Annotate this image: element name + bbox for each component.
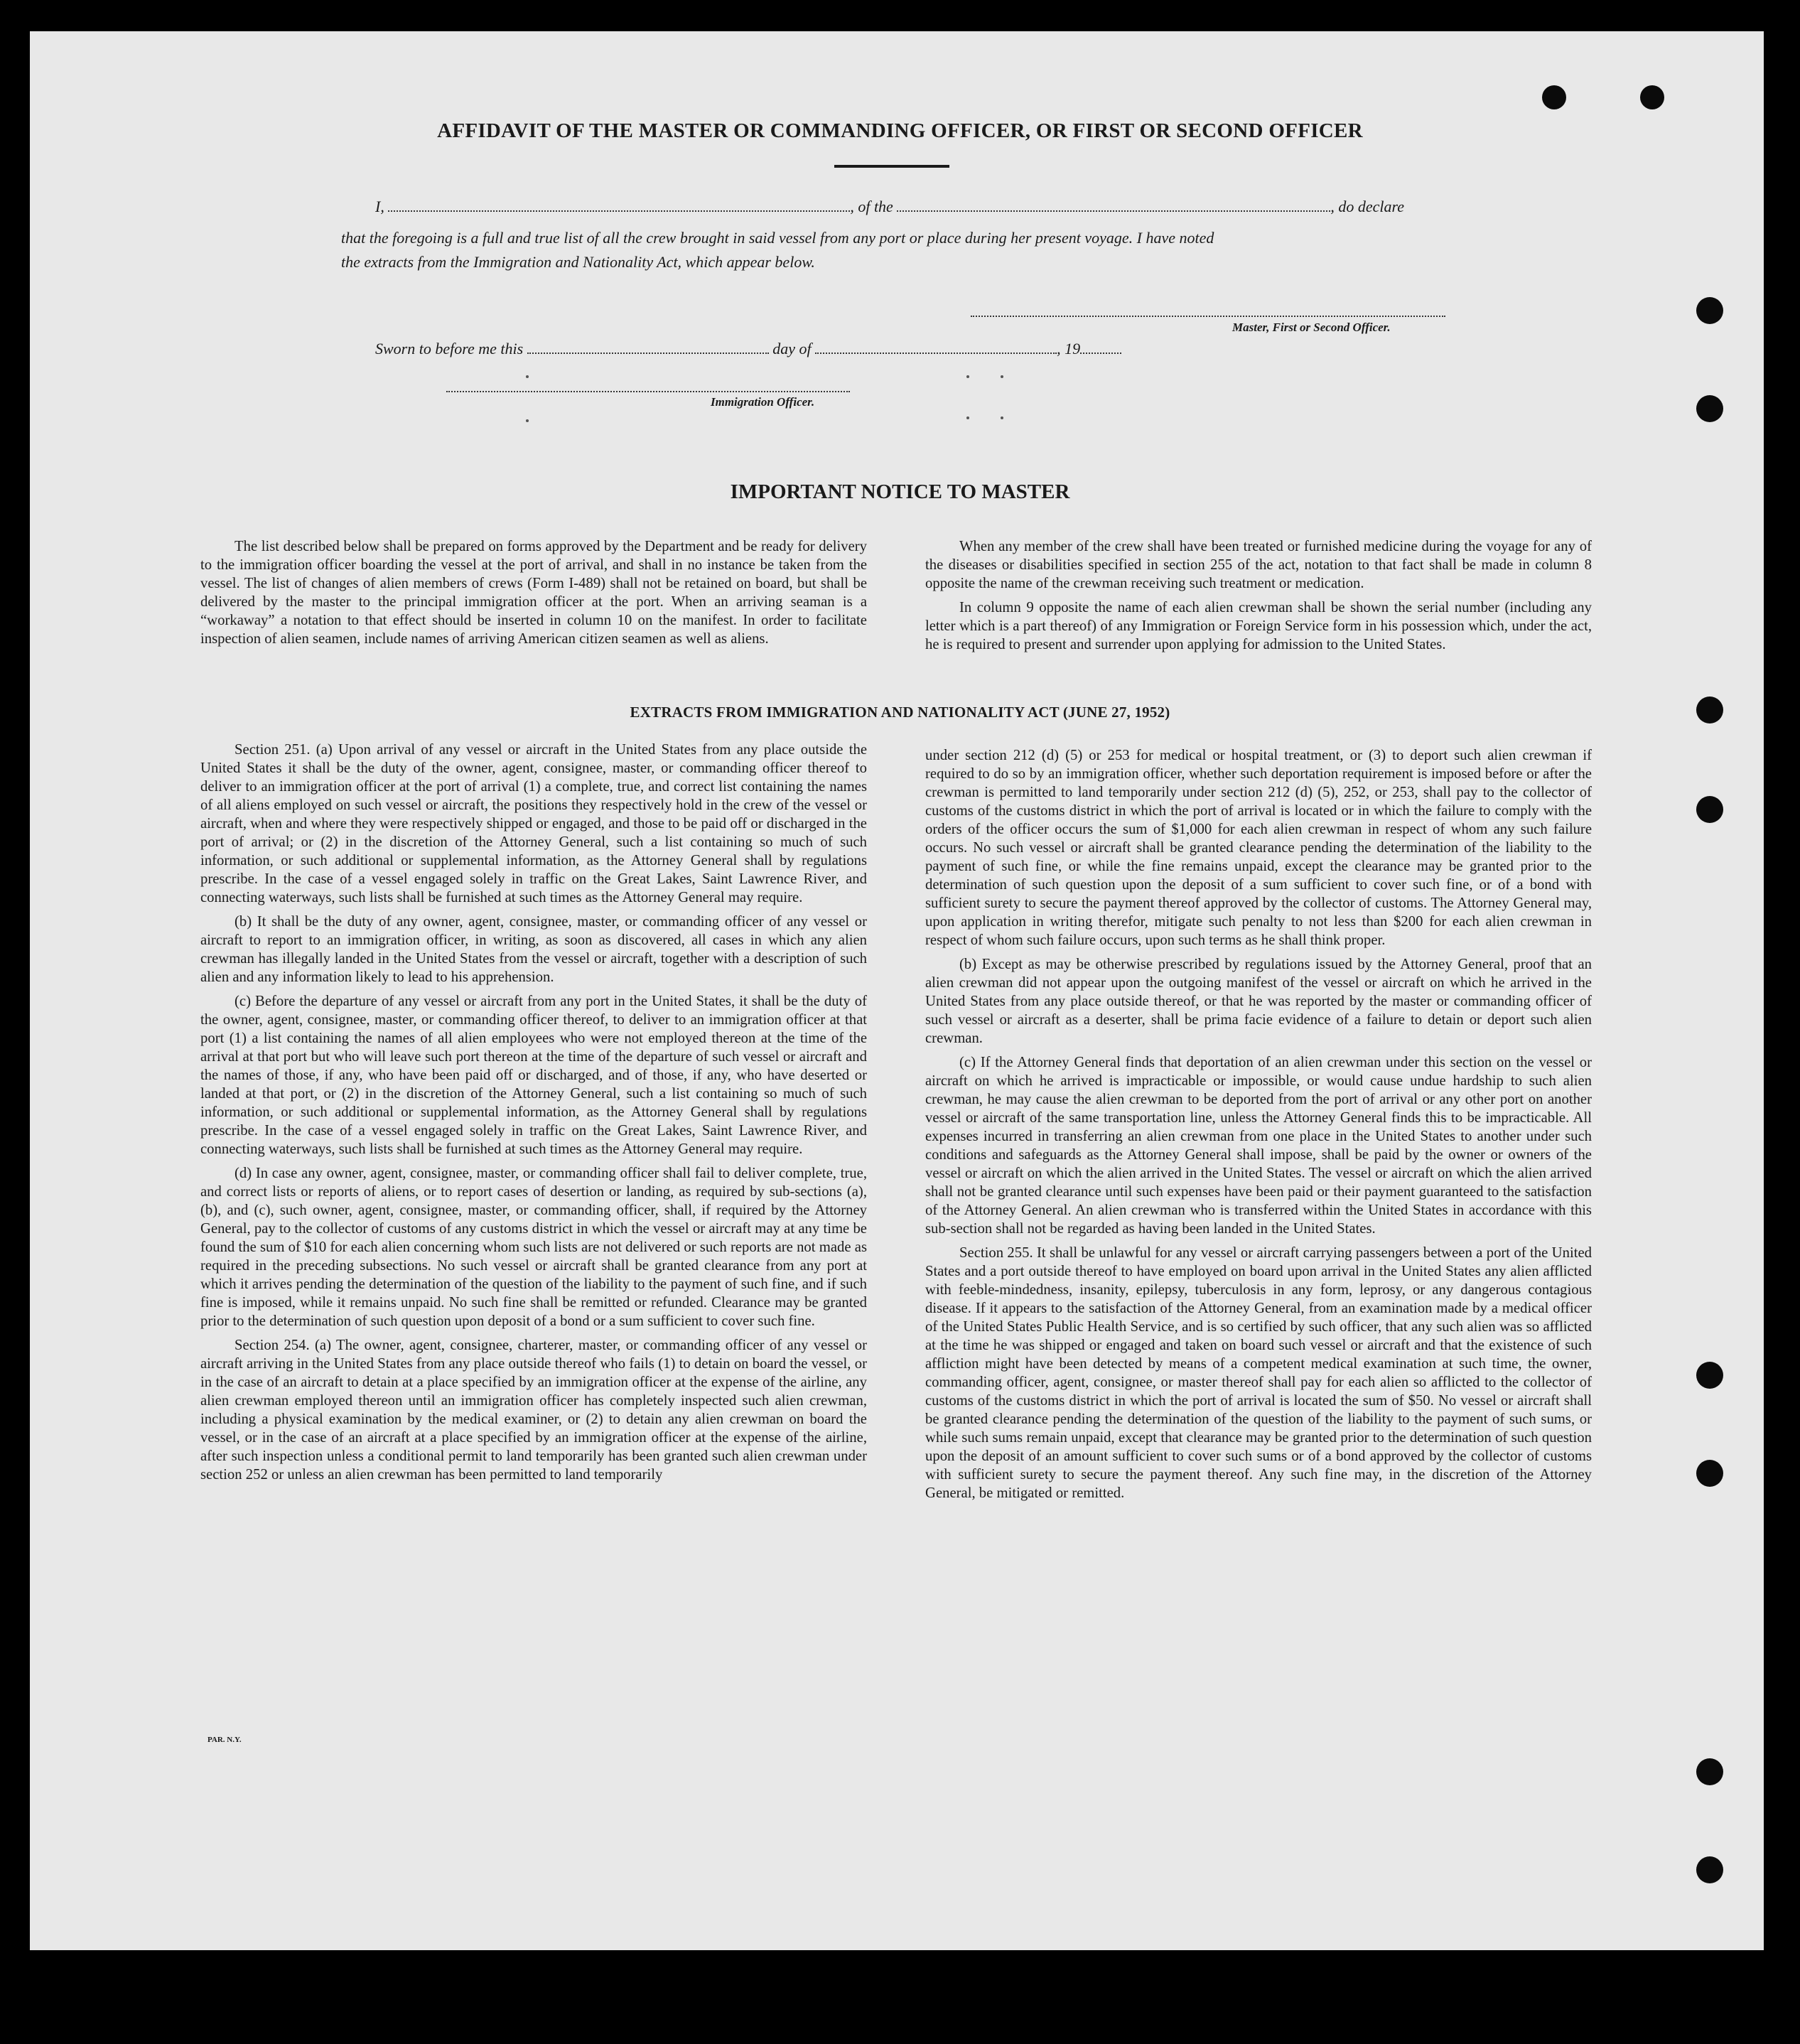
officer-signature-label: Immigration Officer. <box>711 395 815 409</box>
title-rule <box>834 165 949 168</box>
section-251-a: Section 251. (a) Upon arrival of any vessel or aircraft in the United States from any place outside the United States it shall be the duty of the owner, agent, consignee, master, or commanding officer thereof to deliver to an immigration officer at the port of arrival (1) a complete, true, and correct list containing the names of all aliens employed on such vessel or aircraft, the positions they respectively hold in the crew of the vessel or aircraft, when and where they were respectively shipped or engaged, and those to be paid off or discharged in the port of arrival; or (2) in the discretion of the Attorney General, such a list containing so much of such information, or such additional or supplemental information, as the Attorney General shall by regulations prescribe. In the case of a vessel engaged solely in traffic on the Great Lakes, Saint Lawrence River, and connecting waterways, such lists shall be furnished at such times as the Attorney General may require. <box>200 742 867 905</box>
notice-left-column <box>200 537 867 654</box>
sworn-date-field[interactable] <box>527 340 769 354</box>
punch-hole <box>1640 85 1664 109</box>
sworn-year-label: , 19 <box>1057 340 1081 357</box>
declaration-line-2: that the foregoing is a full and true list of all the crew brought in said vessel from any port or place during her present voyage. I have noted <box>341 229 1214 247</box>
punch-hole <box>1696 796 1723 823</box>
master-signature-line[interactable] <box>971 316 1445 317</box>
scan-speck <box>1001 375 1003 378</box>
scan-speck <box>966 416 969 419</box>
sworn-day-label: day of <box>772 340 812 357</box>
punch-hole <box>1696 1362 1723 1389</box>
punch-hole <box>1696 1856 1723 1883</box>
section-251-d: (d) In case any owner, agent, consignee, master, or commanding officer shall fail to deliver complete, true, and correct lists or reports of aliens, or to report cases of desertion or landing, as required by sub-sections (a), (b), and (c), such owner, agent, consignee, master, or commanding officer, shall, if required by the Attorney General, pay to the collector of customs of any customs district in which the vessel or aircraft may at any time be found the sum of $10 for each alien concerning whom such lists are not delivered or such reports are not made as required in the preceding subsections. No such vessel or aircraft shall be granted clearance from any port at which it arrives pending the determination of the question of the liability to the payment of such fine, and if such fine is imposed, while it remains unpaid. No such fine shall be remitted or refunded. Clearance may be granted prior to the determination of such question upon deposit of a bond or a sum sufficient to cover such fine. <box>200 1166 867 1329</box>
scan-speck <box>526 419 529 422</box>
section-254-c: (c) If the Attorney General finds that deportation of an alien crewman under this section on the vessel or aircraft on which he arrived is impracticable or impossible, or would cause undue hardship to such alien crewman, he may cause the alien crewman to be deported from the port of arrival or any other port on another vessel or aircraft of the same transportation line, unless the Attorney General finds this to be impracticable. All expenses incurred in transferring an alien crewman from one place in the United States to another under such conditions and safeguards as the Attorney General shall impose, shall be paid by the owner or owners of the vessel or aircraft on which the alien arrived in the United States. The vessel or aircraft on which the alien arrived shall not be granted clearance until such expenses have been paid or their payment guaranteed to the satisfaction of the Attorney General. An alien crewman who is transferred within the United States in accordance with this sub-section shall not be regarded as having been landed in the United States. <box>925 1055 1592 1237</box>
vessel-field[interactable] <box>897 198 1330 212</box>
declaration-suffix: , do declare <box>1330 198 1404 215</box>
name-field[interactable] <box>388 198 850 212</box>
affidavit-title: AFFIDAVIT OF THE MASTER OR COMMANDING OFFICER, OR FIRST OR SECOND OFFICER <box>437 119 1363 142</box>
sworn-prefix: Sworn to before me this <box>375 340 524 357</box>
scan-speck <box>526 375 529 378</box>
scan-speck <box>966 375 969 378</box>
punch-hole <box>1696 297 1723 324</box>
section-254-b: (b) Except as may be otherwise prescribed by regulations issued by the Attorney General, proof that an alien crewman did not appear upon the outgoing manifest of the vessel or aircraft on which he arrived in the United States from any place outside thereof, or that he was reported by the master or commanding officer of such vessel or aircraft as a deserter, shall be prima facie evidence of a failure to detain or deport such alien crewman. <box>925 957 1592 1046</box>
sworn-year-field[interactable] <box>1080 340 1121 354</box>
section-251-b: (b) It shall be the duty of any owner, agent, consignee, master, or commanding officer of any vessel or aircraft to report to an immigration officer, in writing, as soon as discovered, all cases in which any alien crewman has illegally landed in the United States from the vessel or aircraft, together with a description of such alien and any information likely to lead to his apprehension. <box>200 914 867 985</box>
declaration-prefix: I, <box>375 198 384 215</box>
punch-hole <box>1696 395 1723 422</box>
extracts-title: EXTRACTS FROM IMMIGRATION AND NATIONALITY ACT (JUNE 27, 1952) <box>630 704 1170 721</box>
section-255: Section 255. It shall be unlawful for any vessel or aircraft carrying passengers between a port of the United States and a port outside thereof to have employed on board upon arrival in the United States any alien afflicted with feeble-mindedness, insanity, epilepsy, tuberculosis in any form, leprosy, or any dangerous contagious disease. If it appears to the satisfaction of the Attorney General, from an examination made by a medical officer of the United States Public Health Service, and is so certified by such officer, that any such alien was so afflicted at the time he was shipped or engaged and taken on board such vessel or aircraft and that the existence of such affliction might have been detected by means of a competent medical examination at such time, the owner, commanding officer, agent, consignee, or master thereof shall pay for each alien so afflicted to the collector of customs of the customs district in which the port of arrival is located the sum of $50. No vessel or aircraft shall be granted clearance pending the determination of the question of the liability to the payment of such sums, or while such sums remain unpaid, except that clearance may be granted prior to the determination of such question upon the deposit of an amount sufficient to cover such sums or of a bond approved by the collector of customs with sufficient surety to secure the payment thereof. Any such fine may, in the discretion of the Attorney General, be mitigated or remitted. <box>925 1245 1592 1501</box>
punch-hole <box>1696 1460 1723 1487</box>
notice-title: IMPORTANT NOTICE TO MASTER <box>730 480 1070 503</box>
section-254-a: Section 254. (a) The owner, agent, consignee, charterer, master, or commanding officer of any vessel or aircraft arriving in the United States from any place outside thereof who fails (1) to detain on board the vessel, or in the case of an aircraft to detain at a place specified by an immigration officer at the expense of the airline, any alien crewman employed thereon until an immigration officer has completely inspected such alien crewman, including a physical examination by the medical examiner, or (2) to detain any alien crewman on board the vessel, or in the case of an aircraft at a place specified by an immigration officer at the expense of the airline, after such inspection unless a conditional permit to land temporarily has been granted such alien crewman under section 252 or unless an alien crewman has been permitted to land temporarily <box>200 1338 867 1483</box>
extracts-left-column <box>200 741 867 1490</box>
notice-left-paragraph: The list described below shall be prepared on forms approved by the Department and be ready for delivery to the immigration officer boarding the vessel at the port of arrival, and shall in no instance be taken from the vessel. The list of changes of alien members of crews (Form I-489) shall not be retained on board, but shall be delivered by the master to the principal immigration officer at the port. When an arriving seaman is a “workaway” a notation to that effect should be inserted in column 10 on the manifest. In order to facilitate inspection of alien seamen, include names of arriving American citizen seamen as well as aliens. <box>200 539 867 647</box>
section-254-a-continued: under section 212 (d) (5) or 253 for medical or hospital treatment, or (3) to deport such alien crewman if required to do so by an immigration officer, whether such deportation requirement is imposed before or after the crewman is permitted to land temporarily under section 212 (d) (5), 252, or 253, shall pay to the collector of customs of the customs district in which the port of arrival is located or in which the failure to comply with the orders of the officer occurs the sum of $1,000 for each alien crewman in respect of whom any such failure occurs. No such vessel or aircraft shall be granted clearance pending the determination of the liability to the payment of such fine, or while the fine remains unpaid, except the clearance may be granted prior to the determination of such question upon the deposit of a sum sufficient to cover such fine, or of a bond with sufficient surety to secure the payment thereof approved by the collector of customs. The Attorney General may, upon application in writing therefor, mitigate such penalty to not less than $200 for each alien crewman in respect of whom such failure occurs, upon such terms as he shall think proper. <box>925 748 1592 948</box>
master-signature-label: Master, First or Second Officer. <box>1232 321 1391 334</box>
scan-speck <box>1001 416 1003 419</box>
notice-right-column <box>925 537 1592 660</box>
sworn-month-field[interactable] <box>815 340 1057 354</box>
notice-right-paragraph-2: In column 9 opposite the name of each alien crewman shall be shown the serial number (including any letter which is a part thereof) of any Immigration or Foreign Service form in his possession which, under the act, he is required to present and surrender upon applying for admission to the United States. <box>925 600 1592 652</box>
punch-hole <box>1696 1758 1723 1785</box>
declaration-line-1 <box>375 198 1404 216</box>
extracts-right-column <box>925 746 1592 1508</box>
notice-right-paragraph-1: When any member of the crew shall have been treated or furnished medicine during the voyage for any of the diseases or disabilities specified in section 255 of the act, notation to that fact shall be made in column 8 opposite the name of the crewman receiving such treatment or medication. <box>925 539 1592 591</box>
declaration-mid: , of the <box>850 198 893 215</box>
section-251-c: (c) Before the departure of any vessel or aircraft from any port in the United States, it shall be the duty of the owner, agent, consignee, master, or commanding officer thereof, to deliver to an immigration officer at that port (1) a list containing the names of all alien employees who were not employed thereon at the time of the arrival at that port but who will leave such port thereon at the time of the departure of such vessel or aircraft and the names of those, if any, who have been paid off or discharged, and of those, if any, who have deserted or landed at that port, or (2) in the discretion of the Attorney General, such a list containing so much of such information, or such additional or supplemental information, as the Attorney General shall by regulations prescribe. In the case of a vessel engaged solely in traffic on the Great Lakes, Saint Lawrence River, and connecting waterways, such lists shall be furnished at such times as the Attorney General may require. <box>200 994 867 1157</box>
punch-hole <box>1542 85 1566 109</box>
form-code: PAR. N.Y. <box>208 1736 242 1744</box>
officer-signature-line[interactable] <box>446 391 850 392</box>
sworn-line <box>375 340 1121 358</box>
declaration-line-3: the extracts from the Immigration and Nationality Act, which appear below. <box>341 253 815 271</box>
